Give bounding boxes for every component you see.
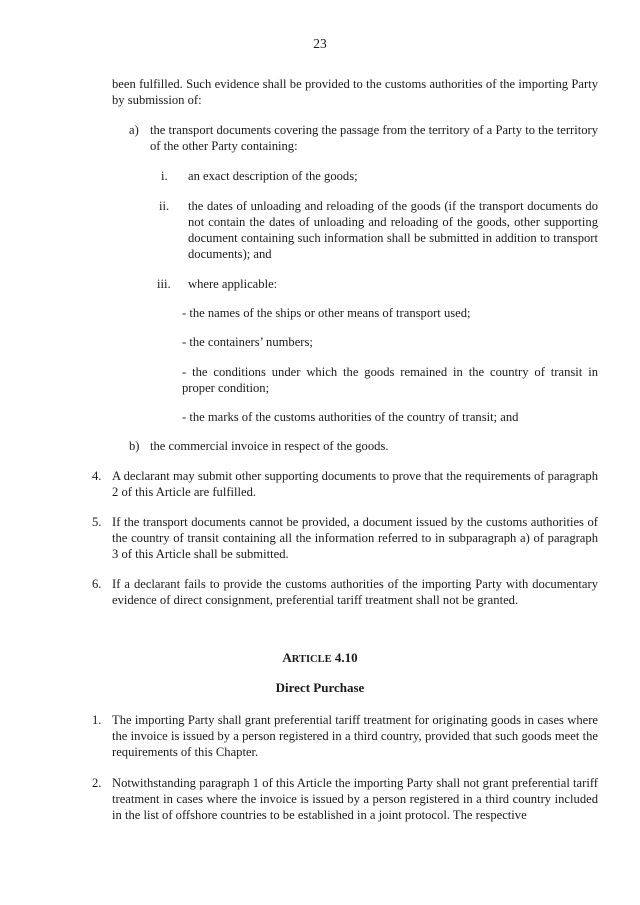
dash-item-conditions-text: - the conditions under which the goods remained in the country of transit in proper condition;: [182, 365, 598, 395]
item-a-marker: a): [129, 123, 139, 137]
item-b-marker: b): [129, 439, 140, 453]
article-heading: [0, 650, 640, 666]
page-number: 23: [313, 36, 327, 51]
paragraph-4-text: A declarant may submit other supporting documents to prove that the requirements of paragraph 2 of this Article are fulfilled.: [112, 469, 598, 499]
subitem-iii-text: where applicable:: [188, 277, 278, 291]
article-paragraph-1-text: The importing Party shall grant preferential tariff treatment for originating goods in cases where the invoice is issued by a person registered in a third country, provided that such goods meet the requirements of this Chapter.: [112, 713, 598, 759]
intro-paragraph: been fulfilled. Such evidence shall be provided to the customs authorities of the importing Party by submission of:: [112, 77, 598, 107]
paragraph-4-marker: 4.: [92, 469, 102, 483]
dash-item-conditions: [182, 364, 598, 396]
item-a-text: the transport documents covering the passage from the territory of a Party to the territory of the other Party containing:: [150, 123, 598, 153]
dash-item-ships: - the names of the ships or other means of transport used;: [182, 306, 471, 320]
dash-item-marks: - the marks of the customs authorities of the country of transit; and: [182, 410, 519, 424]
paragraph-6-marker: 6.: [92, 577, 102, 591]
article-number: 4.10: [334, 650, 358, 665]
article-title: Direct Purchase: [275, 680, 365, 695]
subitem-ii-marker: ii.: [159, 199, 170, 213]
article-word-rest: RTICLE: [291, 654, 332, 665]
paragraph-5-marker: 5.: [92, 515, 102, 529]
paragraph-5-text: If the transport documents cannot be provided, a document issued by the customs authorities of the country of transit containing all the information referred to in subparagraph a) of paragraph 3 of this Article shall be submitted.: [112, 515, 598, 561]
subitem-i-marker: i.: [161, 169, 168, 183]
dash-item-containers: - the containers’ numbers;: [182, 335, 313, 349]
article-paragraph-1-marker: 1.: [92, 713, 102, 727]
subitem-iii-marker: iii.: [157, 277, 171, 291]
article-paragraph-2-text: Notwithstanding paragraph 1 of this Article the importing Party shall not grant preferential tariff treatment in cases where the invoice is issued by a person registered in a third country included in the list of offshore countries to be established in a joint protocol. The respective: [112, 776, 598, 822]
article-word-first: A: [282, 650, 292, 665]
subitem-i-text: an exact description of the goods;: [188, 169, 358, 183]
subitem-ii-text: the dates of unloading and reloading of the goods (if the transport documents do not contain the dates of unloading and reloading of the goods, other supporting document containing such information shall be submitted in addition to transport documents); and: [188, 199, 598, 261]
item-b-text: the commercial invoice in respect of the goods.: [150, 439, 389, 453]
paragraph-6-text: If a declarant fails to provide the customs authorities of the importing Party with documentary evidence of direct consignment, preferential tariff treatment shall not be granted.: [112, 577, 598, 607]
article-paragraph-2-marker: 2.: [92, 776, 102, 790]
